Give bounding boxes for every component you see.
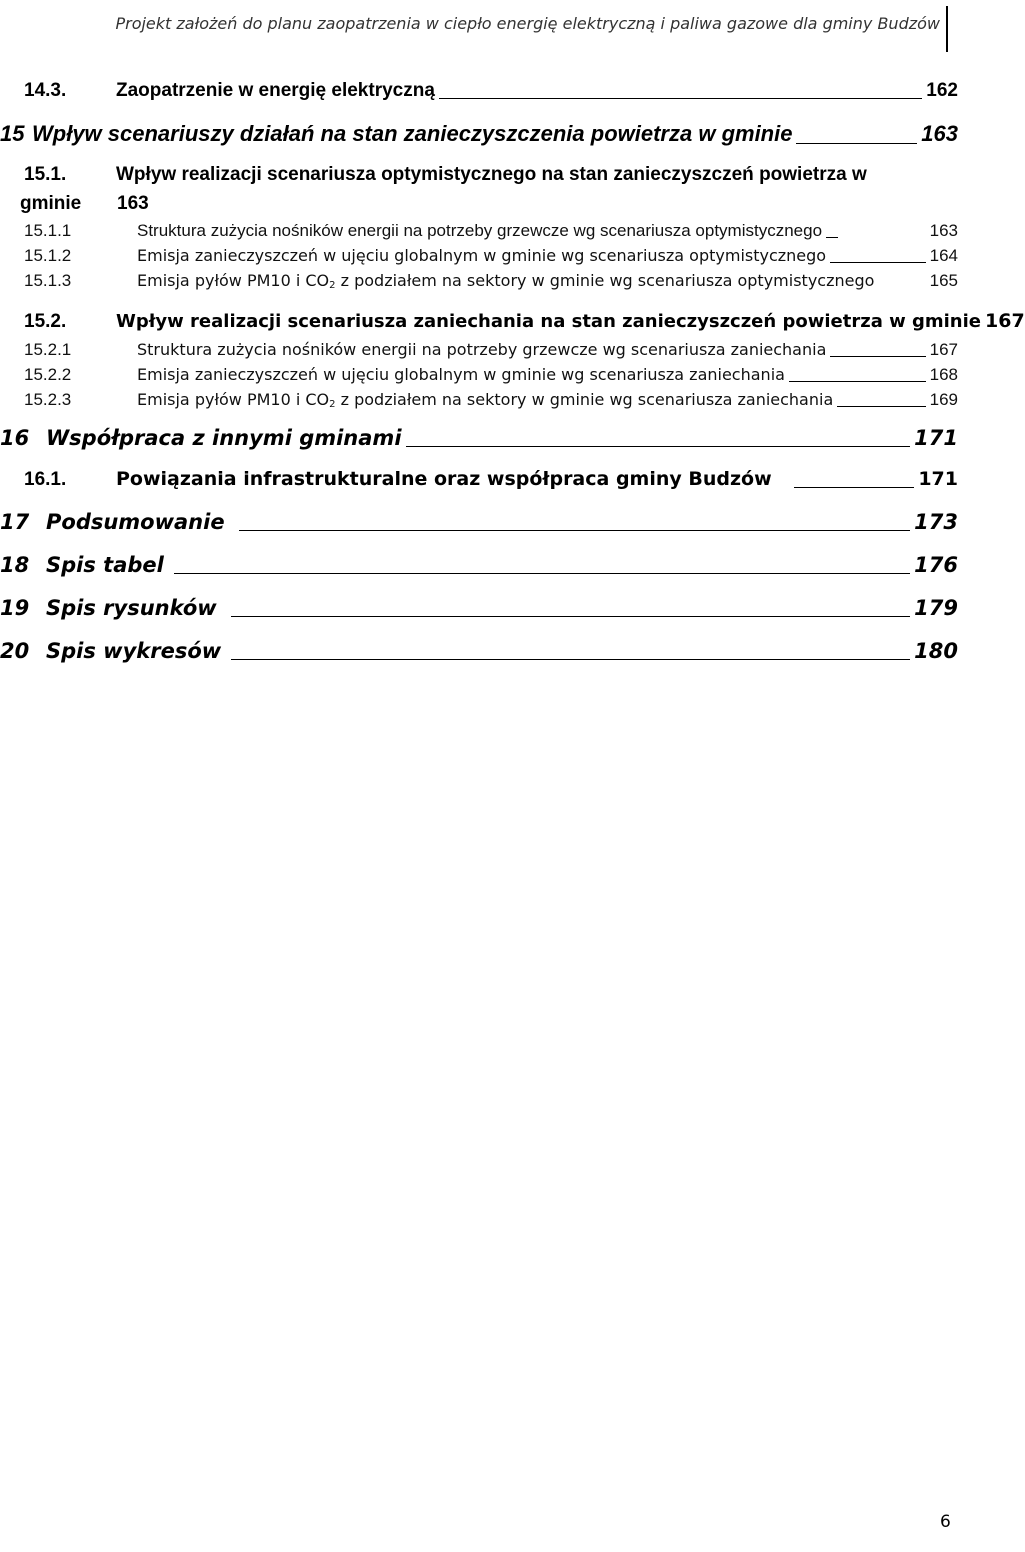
- toc-title: Struktura zużycia nośników energii na potrzeby grzewcze wg scenariusza optymistycznego: [137, 221, 823, 240]
- toc-page-number: 165: [929, 271, 958, 290]
- page-number: 6: [940, 1512, 951, 1532]
- toc-leader: [830, 356, 925, 357]
- toc-number: 15.2.: [24, 311, 67, 332]
- toc-title: Współpraca z innymi gminami: [46, 426, 402, 450]
- toc-leader: [794, 487, 915, 488]
- toc-entry-15-1-1[interactable]: [24, 221, 958, 241]
- toc-leader: [239, 530, 911, 531]
- toc-entry-15-2-3[interactable]: [24, 390, 958, 410]
- toc-number: 15.2.1: [24, 340, 72, 359]
- toc-leader: [406, 446, 911, 447]
- toc-number: 15.2.3: [24, 390, 72, 409]
- toc-page-number: 171: [914, 426, 958, 450]
- toc-leader: [231, 659, 910, 660]
- toc-entry-15[interactable]: [0, 121, 958, 147]
- toc-page-number: 163: [929, 221, 958, 240]
- toc-entry-15-2-1[interactable]: [24, 340, 958, 360]
- toc-page-number: 176: [914, 553, 958, 577]
- toc-page-number: 167: [985, 310, 1025, 332]
- toc-title: Wpływ realizacji scenariusza zaniechania na stan zanieczyszczeń powietrza w gminie: [116, 311, 982, 332]
- toc-page-number: 168: [929, 365, 958, 384]
- toc-title: Emisja pyłów PM10 i $CO_2$ z podziałem na sektory w gminie wg scenariusza zaniechania: [137, 390, 834, 410]
- toc-number: 15: [0, 121, 25, 146]
- toc-page-number: 163: [921, 121, 958, 146]
- toc-leader: [174, 573, 910, 574]
- running-header: Projekt założeń do planu zaopatrzenia w ciepło energię elektryczną i paliwa gazowe dla gminy Budzów: [115, 14, 940, 33]
- toc-number: 20: [0, 639, 30, 663]
- toc-title: Wpływ realizacji scenariusza optymistycznego na stan zanieczyszczeń powietrza w: [116, 164, 867, 185]
- toc-leader: [231, 616, 911, 617]
- toc-title: Wpływ scenariuszy działań na stan zanieczyszczenia powietrza w gminie: [32, 121, 793, 146]
- toc-page-number: 169: [929, 390, 958, 409]
- toc-page-number: 163: [117, 193, 149, 214]
- toc-number: 18: [0, 553, 30, 577]
- toc-number: 16.1.: [24, 469, 67, 490]
- toc-title: Emisja pyłów PM10 i $CO_2$ z podziałem na sektory w gminie wg scenariusza optymistycznego: [137, 271, 875, 291]
- toc-leader: [837, 406, 925, 407]
- toc-number: 15.1.2: [24, 246, 72, 265]
- toc-page-number: 173: [914, 510, 958, 534]
- toc-page-number: 171: [918, 468, 958, 490]
- toc-leader: [439, 98, 922, 99]
- toc-page-number: 164: [929, 246, 958, 265]
- toc-number: 19: [0, 596, 30, 620]
- toc-leader: [826, 237, 838, 238]
- toc-entry-18[interactable]: [0, 553, 958, 577]
- toc-entry-15-2[interactable]: [24, 310, 1025, 333]
- toc-title: Emisja zanieczyszczeń w ujęciu globalnym w gminie wg scenariusza optymistycznego: [137, 246, 827, 265]
- toc-title: Spis wykresów: [46, 639, 222, 663]
- toc-title: Spis rysunków: [46, 596, 217, 620]
- toc-page-number: 180: [914, 639, 958, 663]
- toc-title: Struktura zużycia nośników energii na potrzeby grzewcze wg scenariusza zaniechania: [137, 340, 827, 359]
- toc-page-number: 162: [926, 80, 958, 101]
- toc-number: 15.1.3: [24, 271, 72, 290]
- toc-entry-15-1-2[interactable]: [24, 246, 958, 266]
- toc-title-continuation: gminie: [20, 193, 82, 214]
- toc-number: 15.2.2: [24, 365, 72, 384]
- toc-entry-19[interactable]: [0, 596, 958, 620]
- toc-number: 14.3.: [24, 80, 67, 101]
- toc-title: Powiązania infrastrukturalne oraz współpraca gminy Budzów: [116, 468, 772, 490]
- toc-number: 17: [0, 510, 30, 534]
- toc-number: 16: [0, 426, 30, 450]
- toc-entry-14-3[interactable]: [24, 80, 958, 102]
- toc-entry-15-2-2[interactable]: [24, 365, 958, 385]
- toc-leader: [830, 262, 926, 263]
- toc-entry-17[interactable]: [0, 510, 958, 534]
- toc-page-number: 167: [929, 340, 958, 359]
- toc-page-number: 179: [914, 596, 958, 620]
- toc-entry-15-1-3[interactable]: [24, 271, 958, 291]
- toc-title: Emisja zanieczyszczeń w ujęciu globalnym w gminie wg scenariusza zaniechania: [137, 365, 785, 384]
- toc-leader: [789, 381, 926, 382]
- toc-number: 15.1.1: [24, 221, 72, 240]
- toc-title: Zaopatrzenie w energię elektryczną: [116, 80, 435, 101]
- toc-number: 15.1.: [24, 164, 67, 185]
- toc-title: Podsumowanie: [46, 510, 225, 534]
- toc-entry-16-1[interactable]: [24, 468, 958, 491]
- header-vertical-rule: [946, 6, 948, 52]
- toc-entry-20[interactable]: [0, 639, 958, 663]
- toc-entry-16[interactable]: [0, 426, 958, 450]
- toc-title: Spis tabel: [46, 553, 164, 577]
- toc-leader: [796, 143, 917, 144]
